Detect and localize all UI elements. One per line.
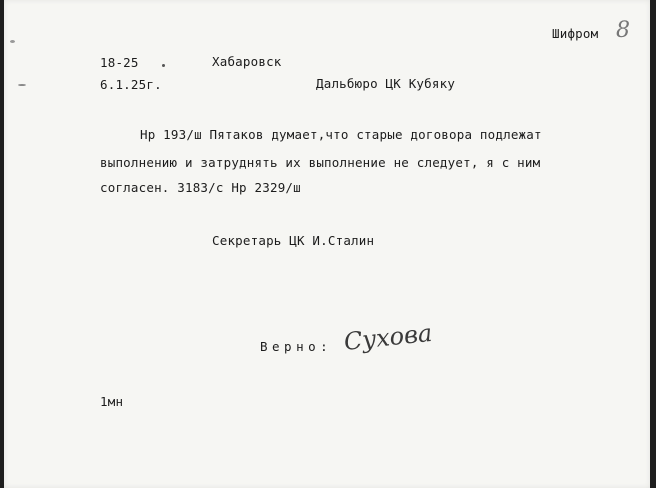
cipher-number-handwritten: 8 bbox=[616, 18, 630, 43]
ref-number: 18-25 bbox=[100, 55, 139, 70]
body-line: выполнению и затруднять их выполнение не следует, я с ним bbox=[100, 155, 541, 170]
scan-mark bbox=[18, 84, 26, 86]
ink-speck bbox=[162, 64, 165, 67]
scan-mark bbox=[10, 40, 15, 43]
document-date: 6.1.25г. bbox=[100, 77, 162, 92]
signature-line: Секретарь ЦК И.Сталин bbox=[212, 233, 375, 248]
origin-city: Хабаровск bbox=[212, 54, 282, 69]
certified-label: Верно: bbox=[260, 339, 333, 354]
document-sheet bbox=[4, 0, 650, 488]
addressee: Дальбюро ЦК Кубяку bbox=[316, 76, 456, 91]
cipher-label: Шифром bbox=[552, 26, 599, 41]
body-line: Нр 193/ш Пятаков думает,что старые договора подлежат bbox=[140, 127, 542, 142]
certified-signature-handwritten: Сухова bbox=[342, 318, 434, 356]
footer-mark: 1мн bbox=[100, 394, 124, 409]
body-line: согласен. 3183/с Нр 2329/ш bbox=[100, 180, 301, 195]
scan-edge-right bbox=[650, 0, 656, 488]
